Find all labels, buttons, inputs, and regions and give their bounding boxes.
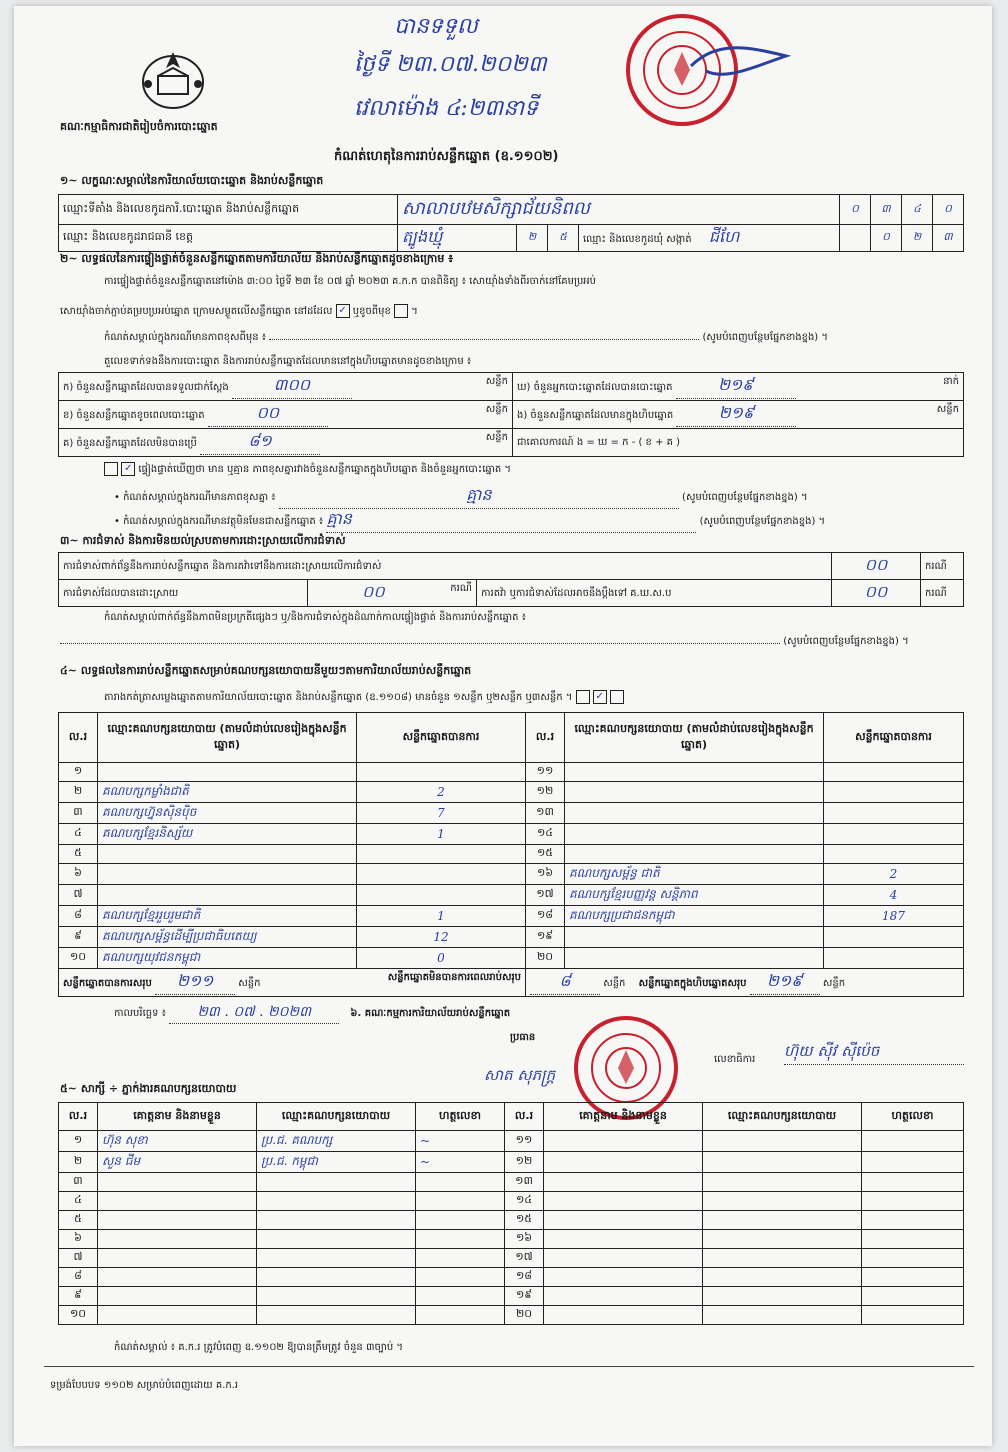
total-valid-unit: សន្លឹក bbox=[238, 978, 261, 989]
objection-resolved-label: ការជំទាស់ដែលបានដោះស្រាយ bbox=[59, 580, 308, 607]
table-row bbox=[59, 1173, 964, 1192]
witness-col-sign-2: ហត្ថលេខា bbox=[862, 1103, 964, 1131]
result-party: គណបក្សហ្វ៊ុនស៊ិនប៉ិច bbox=[98, 803, 357, 824]
province-value: ត្បូងឃ្មុំ bbox=[398, 225, 517, 252]
witness-party bbox=[257, 1306, 416, 1325]
section3-title: ៣~ ការជំទាស់ និងការមិនយល់ស្របតាមការដោះស្រាយលើការជំទាស់ bbox=[60, 534, 346, 547]
witness-party bbox=[703, 1230, 862, 1249]
result-party: គណបក្សខ្មែររួបរួមជាតិ bbox=[98, 906, 357, 927]
witness-name bbox=[544, 1211, 703, 1230]
bullet2-label: កំណត់សម្គាល់ក្នុងករណីមានវត្ថុមិនមែនជាសន្លឹកឆ្នោត ៖ bbox=[123, 516, 324, 527]
result-votes: 2 bbox=[824, 864, 964, 885]
figure-kha-value: ០០ bbox=[208, 402, 328, 427]
bullet2-suffix: (សូមបំពេញបន្ថែមផ្នែកខាងខ្នង) ។ bbox=[699, 516, 826, 527]
result-no: ៥ bbox=[59, 845, 98, 864]
result-party: គណបក្សយុវជនកម្ពុជា bbox=[98, 948, 357, 969]
witness-signature bbox=[862, 1192, 964, 1211]
result-no: ១៤ bbox=[526, 824, 565, 845]
table-row bbox=[59, 864, 964, 885]
total-invalid-value: ៨ bbox=[530, 970, 600, 995]
witness-name bbox=[544, 1173, 703, 1192]
bullet2-value: គ្មាន bbox=[326, 508, 696, 533]
result-no: ១០ bbox=[59, 948, 98, 969]
witness-signature bbox=[416, 1268, 505, 1287]
result-votes: 4 bbox=[824, 885, 964, 906]
witness-signature bbox=[862, 1152, 964, 1173]
witness-no: ១១ bbox=[505, 1131, 544, 1152]
section4-intro-text: តារាងកត់ត្រាសម្លេងឆ្នោតតាមការិយាល័យបោះឆ្នោត និងរាប់សន្លឹកឆ្នោត (ឧ.១១០៨) មានចំនួន ១សន្លឹក ឬ២សន្លឹក ឬ៣សន្លឹក ។ bbox=[104, 692, 573, 703]
result-no: ១៣ bbox=[526, 803, 565, 824]
result-no: ១៥ bbox=[526, 845, 565, 864]
receipt-title: បានទទួល bbox=[394, 14, 478, 39]
result-votes: 1 bbox=[357, 906, 526, 927]
result-votes bbox=[824, 927, 964, 948]
province-code-2: ៥ bbox=[548, 225, 579, 252]
witness-name bbox=[98, 1192, 257, 1211]
figure-kha-label: ខ) ចំនួនសន្លឹកឆ្នោតខូចពេលបោះឆ្នោត bbox=[63, 410, 205, 421]
witness-signature bbox=[416, 1230, 505, 1249]
witness-party bbox=[703, 1268, 862, 1287]
witness-col-party-2: ឈ្មោះគណបក្សនយោបាយ bbox=[703, 1103, 862, 1131]
witness-no: ១៥ bbox=[505, 1211, 544, 1230]
witness-name bbox=[544, 1268, 703, 1287]
section1-table bbox=[58, 194, 964, 252]
committee-label: ៦. គណៈកម្មការការិយាល័យរាប់សន្លឹកឆ្នោត bbox=[350, 1008, 511, 1019]
result-votes: 0 bbox=[357, 948, 526, 969]
witness-signature bbox=[416, 1287, 505, 1306]
diff-note-line bbox=[104, 330, 964, 345]
result-votes bbox=[824, 845, 964, 864]
province-code-1: ២ bbox=[517, 225, 548, 252]
result-party bbox=[565, 803, 824, 824]
result-no: ១៧ bbox=[526, 885, 565, 906]
witness-name: ហ៊ុន សុខា bbox=[98, 1131, 257, 1152]
result-party bbox=[565, 927, 824, 948]
witness-party bbox=[703, 1192, 862, 1211]
location-code-3: ៤ bbox=[902, 195, 933, 225]
figure-ka-unit: សន្លឹក bbox=[485, 376, 508, 387]
table-row bbox=[59, 1249, 964, 1268]
witness-party bbox=[257, 1268, 416, 1287]
no-diff-checkbox[interactable]: ✓ bbox=[121, 462, 135, 476]
figure-kho-value: ២១៩ bbox=[676, 374, 796, 399]
doc-title: កំណត់ហេតុនៃការរាប់សន្លឹកឆ្នោត (ឧ.១១០២) bbox=[334, 149, 559, 164]
result-no: ៧ bbox=[59, 885, 98, 906]
section4-title: ៤~ លទ្ធផលនៃការរាប់សន្លឹកឆ្នោតសម្រាប់គណបក្សនយោបាយនីមួយៗតាមការិយាល័យរាប់សន្លឹកឆ្នោត bbox=[60, 664, 472, 677]
result-party: គណបក្សខ្មែរបញ្ញវន្ត សន្តិភាព bbox=[565, 885, 824, 906]
table-row bbox=[59, 927, 964, 948]
result-party: គណបក្សកម្លាំងជាតិ bbox=[98, 782, 357, 803]
witness-party bbox=[257, 1192, 416, 1211]
figure-ko-label: គ) ចំនួនសន្លឹកឆ្នោតដែលមិនបានប្រើ bbox=[63, 438, 197, 449]
result-votes bbox=[357, 845, 526, 864]
figure-kho-label: ឃ) ចំនួនអ្នកបោះឆ្នោតដែលបានបោះឆ្នោត bbox=[517, 382, 673, 393]
total-box-value: ២១៩ bbox=[750, 970, 820, 995]
bullet1-label: កំណត់សម្គាល់ក្នុងករណីមានភាពខុសគ្នា ៖ bbox=[123, 492, 276, 503]
result-no: ១៩ bbox=[526, 927, 565, 948]
verify-para-2-text: សោយ៉ាំងចាក់ភ្ជាប់គម្របប្រអប់ឆ្នោត ក្រោមសម្ងួតលើសន្លឹកឆ្នោត នៅដដែល bbox=[60, 306, 333, 317]
witness-signature bbox=[862, 1211, 964, 1230]
witness-col-name-2: គោត្តនាម និងនាមខ្លួន bbox=[544, 1103, 703, 1131]
witness-no: ១២ bbox=[505, 1152, 544, 1173]
witness-name bbox=[98, 1287, 257, 1306]
table-row bbox=[59, 803, 964, 824]
bullet1-suffix: (សូមបំពេញបន្ថែមផ្នែកខាងខ្នង) ។ bbox=[682, 492, 808, 503]
signature-top bbox=[686, 36, 796, 90]
witness-name bbox=[98, 1268, 257, 1287]
witness-name bbox=[544, 1131, 703, 1152]
sheet3-checkbox[interactable] bbox=[610, 690, 624, 704]
results-table bbox=[58, 712, 964, 997]
witness-name bbox=[98, 1173, 257, 1192]
result-no: ១៦ bbox=[526, 864, 565, 885]
total-box-label: សន្លឹកឆ្នោតក្នុងហិបឆ្នោតសរុប bbox=[638, 978, 747, 989]
witness-no: ៨ bbox=[59, 1268, 98, 1287]
bullet2-line: • កំណត់សម្គាល់ក្នុងករណីមានវត្ថុមិនមែនជាសន្លឹកឆ្នោត ៖ គ្មាន (សូមបំពេញបន្ថែមផ្នែកខាងខ្នង) ។ bbox=[114, 508, 964, 533]
results-col-party-2: ឈ្មោះគណបក្សនយោបាយ (តាមលំដាប់លេខរៀងក្នុងសន្លឹកឆ្នោត) bbox=[565, 713, 824, 763]
commune-value: ជីហែ bbox=[708, 227, 740, 246]
objection-row1-value: ០០ bbox=[832, 553, 921, 580]
witness-signature bbox=[416, 1249, 505, 1268]
result-votes: 1 bbox=[357, 824, 526, 845]
witness-signature bbox=[862, 1306, 964, 1325]
witness-col-no-2: ល.រ bbox=[505, 1103, 544, 1131]
witness-name bbox=[544, 1152, 703, 1173]
diff-note-label: កំណត់សម្គាល់ក្នុងករណីមានភាពខុសពីមុន ៖ bbox=[104, 332, 267, 343]
result-party bbox=[98, 763, 357, 782]
witness-signature bbox=[862, 1249, 964, 1268]
witness-no: ៤ bbox=[59, 1192, 98, 1211]
result-no: ១ bbox=[59, 763, 98, 782]
figure-kho-unit: នាក់ bbox=[943, 376, 959, 387]
form-page bbox=[14, 6, 992, 1446]
org-name: គណៈកម្មាធិការជាតិរៀបចំការបោះឆ្នោត bbox=[60, 120, 218, 133]
witness-no: ១៨ bbox=[505, 1268, 544, 1287]
witness-no: ៩ bbox=[59, 1287, 98, 1306]
result-no: ៨ bbox=[59, 906, 98, 927]
figure-ka-value: ៣០០ bbox=[232, 374, 352, 399]
compare-line bbox=[104, 462, 974, 477]
section5-note: កំណត់សម្គាល់ ៖ គ.ក.រ ត្រូវបំពេញ ឧ.១១០២ ឱ្យបានត្រឹមត្រូវ ចំនួន ៣ច្បាប់ ។ bbox=[114, 1342, 403, 1353]
witness-no: ១ bbox=[59, 1131, 98, 1152]
witness-name bbox=[98, 1306, 257, 1325]
witness-signature: ~ bbox=[416, 1152, 505, 1173]
witness-party: ប្រ.ជ. គណបក្ស bbox=[257, 1131, 416, 1152]
witness-party bbox=[257, 1230, 416, 1249]
total-invalid-unit: សន្លឹក bbox=[603, 978, 626, 989]
results-col-no-2: ល.រ bbox=[526, 713, 565, 763]
result-no: ៦ bbox=[59, 864, 98, 885]
date-label: កាលបរិច្ឆេទ ៖ bbox=[114, 1008, 167, 1019]
figures-intro: តួលេខទាក់ទងនឹងការបោះឆ្នោត និងការរាប់សន្លឹកឆ្នោតដែលមាននៅក្នុងហិបឆ្នោតមានដូចខាងក្រោម ៖ bbox=[104, 356, 472, 367]
figure-kha-unit: សន្លឹក bbox=[485, 404, 508, 415]
result-votes bbox=[824, 824, 964, 845]
compare-text: ផ្ទៀងផ្ទាត់ឃើញថា មាន ឬគ្មាន ភាពខុសគ្នារវាងចំនួនសន្លឹកឆ្នោតក្នុងហិបឆ្នោត និងចំនួនអ្នកបោះឆ្នោត ។ bbox=[138, 464, 512, 475]
table-row bbox=[59, 1131, 964, 1152]
table-row bbox=[59, 1230, 964, 1249]
total-box-unit: សន្លឹក bbox=[822, 978, 846, 989]
result-no: ៩ bbox=[59, 927, 98, 948]
secretary-label: លេខាធិការ bbox=[714, 1054, 756, 1065]
table-row bbox=[59, 885, 964, 906]
table-row bbox=[59, 1306, 964, 1325]
witness-col-name: គោត្តនាម និងនាមខ្លួន bbox=[98, 1103, 257, 1131]
witness-no: ១៧ bbox=[505, 1249, 544, 1268]
verify-para-2: សោយ៉ាំងចាក់ភ្ជាប់គម្របប្រអប់ឆ្នោត ក្រោមសម្ងួតលើសន្លឹកឆ្នោត នៅដដែល ✓ ឬខូចពីមុខ ។ bbox=[60, 305, 418, 317]
result-party bbox=[565, 845, 824, 864]
results-col-no: ល.រ bbox=[59, 713, 98, 763]
has-diff-checkbox[interactable] bbox=[104, 462, 118, 476]
objection-resolved-unit: ករណី bbox=[450, 583, 472, 594]
witness-party bbox=[257, 1287, 416, 1306]
secretary-signature: ហ៊ុយ ស៊ីវ ស៊ីប៉េច bbox=[784, 1042, 964, 1065]
result-votes bbox=[824, 948, 964, 969]
result-party bbox=[565, 763, 824, 782]
figure-ko-unit: សន្លឹក bbox=[485, 432, 508, 443]
commune-code-1: ០ bbox=[871, 225, 902, 252]
figure-ng-label: ង) ចំនួនសន្លឹកឆ្នោតដែលមានក្នុងហិបឆ្នោត bbox=[517, 410, 674, 421]
bullet1-line: • កំណត់សម្គាល់ក្នុងករណីមានភាពខុសគ្នា ៖ គ្មាន (សូមបំពេញបន្ថែមផ្នែកខាងខ្នង) ។ bbox=[114, 484, 964, 509]
location-label: ឈ្មោះទីតាំង និងលេខកូដការិ.បោះឆ្នោត និងរាប់សន្លឹកឆ្នោត bbox=[59, 195, 398, 225]
result-party bbox=[98, 845, 357, 864]
result-no: ២០ bbox=[526, 948, 565, 969]
figure-ng-unit: សន្លឹក bbox=[936, 404, 959, 415]
result-party bbox=[565, 824, 824, 845]
section3-note-line bbox=[60, 634, 966, 649]
witness-signature bbox=[416, 1211, 505, 1230]
witness-no: ៧ bbox=[59, 1249, 98, 1268]
results-col-party: ឈ្មោះគណបក្សនយោបាយ (តាមលំដាប់លេខរៀងក្នុងសន្លឹកឆ្នោត) bbox=[98, 713, 357, 763]
date-line bbox=[114, 1002, 510, 1024]
witness-name bbox=[98, 1230, 257, 1249]
witness-party bbox=[257, 1211, 416, 1230]
result-party bbox=[98, 885, 357, 906]
witness-party bbox=[703, 1152, 862, 1173]
witness-no: ១០ bbox=[59, 1306, 98, 1325]
location-value: សាលាបឋមសិក្សាជ័យនិពល bbox=[398, 195, 840, 225]
witness-signature: ~ bbox=[416, 1131, 505, 1152]
witness-name bbox=[544, 1249, 703, 1268]
damaged-checkbox[interactable] bbox=[394, 304, 408, 318]
witness-name bbox=[544, 1306, 703, 1325]
result-no: ១៨ bbox=[526, 906, 565, 927]
result-votes bbox=[824, 763, 964, 782]
objection-appeal-label: ការតវ៉ា ឬការជំទាស់ដែលអាចនឹងប្ដឹងទៅ គ.ឃ.ស.ប bbox=[477, 580, 832, 607]
figure-ka-label: ក) ចំនួនសន្លឹកឆ្នោតដែលបានទទួលជាក់ស្តែង bbox=[63, 382, 229, 393]
objection-row1-label: ការជំទាស់ពាក់ព័ន្ធនឹងការរាប់សន្លឹកឆ្នោត និងការតវ៉ាទៅនឹងការដោះស្រាយលើការជំទាស់ bbox=[59, 553, 832, 580]
witness-party: ប្រ.ជ. កម្ពុជា bbox=[257, 1152, 416, 1173]
table-row bbox=[59, 763, 964, 782]
results-col-votes-2: សន្លឹកឆ្នោតបានការ bbox=[824, 713, 964, 763]
table-row bbox=[59, 1211, 964, 1230]
result-votes bbox=[824, 782, 964, 803]
result-party bbox=[565, 782, 824, 803]
result-party: គណបក្សសម្ព័ន្ធ ជាតិ bbox=[565, 864, 824, 885]
witness-name bbox=[544, 1192, 703, 1211]
table-row bbox=[59, 948, 964, 969]
chair-label: ប្រធាន bbox=[510, 1032, 536, 1043]
bullet1-value: គ្មាន bbox=[279, 484, 679, 509]
witness-party bbox=[703, 1173, 862, 1192]
receipt-time: វេលាម៉ោង ៤:២៣នាទី bbox=[354, 96, 539, 121]
witness-name bbox=[544, 1230, 703, 1249]
witness-signature bbox=[862, 1268, 964, 1287]
witness-signature bbox=[416, 1306, 505, 1325]
table-row bbox=[59, 1192, 964, 1211]
witness-party bbox=[703, 1131, 862, 1152]
table-row bbox=[59, 1152, 964, 1173]
table-row bbox=[59, 1287, 964, 1306]
date-value: ២៣ . ០៧ . ២០២៣ bbox=[169, 1002, 339, 1024]
objection-appeal-value: ០០ bbox=[832, 580, 921, 607]
result-no: ១២ bbox=[526, 782, 565, 803]
table-row bbox=[59, 845, 964, 864]
result-party bbox=[98, 864, 357, 885]
witness-no: ១៣ bbox=[505, 1173, 544, 1192]
result-votes: 187 bbox=[824, 906, 964, 927]
witness-name bbox=[544, 1287, 703, 1306]
witness-signature bbox=[416, 1192, 505, 1211]
witness-party bbox=[257, 1173, 416, 1192]
section3-note: កំណត់សម្គាល់ពាក់ព័ន្ធនឹងភាពមិនប្រក្រតីផ្សេងៗ ឬ/និងការជំទាស់ក្នុងដំណាក់កាលផ្ទៀងផ្ទាត់ និងការរាប់សន្លឹកឆ្នោត ៖ bbox=[104, 612, 527, 623]
witness-col-party: ឈ្មោះគណបក្សនយោបាយ bbox=[257, 1103, 416, 1131]
section1-title: ១~ លក្ខណៈសម្គាល់នៃការិយាល័យបោះឆ្នោត និងរាប់សន្លឹកឆ្នោត bbox=[60, 174, 324, 187]
result-no: ៣ bbox=[59, 803, 98, 824]
damaged-label: ឬខូចពីមុខ bbox=[352, 306, 391, 317]
witness-party bbox=[703, 1249, 862, 1268]
location-code-4: ០ bbox=[933, 195, 964, 225]
witness-signature bbox=[862, 1230, 964, 1249]
result-no: ១១ bbox=[526, 763, 565, 782]
result-votes bbox=[357, 763, 526, 782]
commune-code-3: ៣ bbox=[933, 225, 964, 252]
result-votes bbox=[357, 864, 526, 885]
result-votes: 12 bbox=[357, 927, 526, 948]
chair-signature: សាត សុភក្ត្រ bbox=[484, 1066, 556, 1084]
objections-table bbox=[58, 552, 964, 607]
total-valid-value: ២១១ bbox=[155, 970, 235, 995]
sheet2-checkbox[interactable]: ✓ bbox=[593, 690, 607, 704]
result-no: ៤ bbox=[59, 824, 98, 845]
sheet1-checkbox[interactable] bbox=[576, 690, 590, 704]
witness-name bbox=[98, 1211, 257, 1230]
witness-col-sign: ហត្ថលេខា bbox=[416, 1103, 505, 1131]
section3-note-suffix: (សូមបំពេញបន្ថែមផ្នែកខាងខ្នង) ។ bbox=[783, 636, 909, 647]
result-no: ២ bbox=[59, 782, 98, 803]
formula: ជាគោលការណ៍ ង = ឃ = ក - ( ខ + គ ) bbox=[517, 437, 681, 448]
result-party: គណបក្សសម្ព័ន្ធដើម្បីប្រជាធិបតេយ្យ bbox=[98, 927, 357, 948]
table-row bbox=[59, 1268, 964, 1287]
section5-title: ៥~ សាក្សី ÷ ភ្នាក់ងារគណបក្សនយោបាយ bbox=[60, 1082, 237, 1095]
result-votes: 7 bbox=[357, 803, 526, 824]
objection-appeal-unit: ករណី bbox=[921, 580, 964, 607]
total-invalid-label: សន្លឹកឆ្នោតមិនបានការពេលរាប់សរុប bbox=[387, 972, 521, 983]
province-label: ឈ្មោះ និងលេខកូដរាជធានី ខេត្ត bbox=[59, 225, 398, 252]
witness-signature bbox=[862, 1173, 964, 1192]
witness-no: ២០ bbox=[505, 1306, 544, 1325]
result-party bbox=[565, 948, 824, 969]
witness-party bbox=[257, 1249, 416, 1268]
witness-col-no: ល.រ bbox=[59, 1103, 98, 1131]
objection-resolved-value: ០០ bbox=[362, 582, 385, 601]
witness-no: ១៩ bbox=[505, 1287, 544, 1306]
total-valid-label: សន្លឹកឆ្នោតបានការសរុប bbox=[63, 978, 152, 989]
table-row bbox=[59, 824, 964, 845]
figure-ko-value: ៨១ bbox=[200, 430, 320, 455]
section4-intro bbox=[104, 690, 624, 705]
results-col-votes: សន្លឹកឆ្នោតបានការ bbox=[357, 713, 526, 763]
verify-para-1: ការផ្ទៀងផ្ទាត់ចំនួនសន្លឹកឆ្នោតនៅម៉ោង ៣:០០ ថ្ងៃទី ២៣ ខែ ០៧ ឆ្នាំ ២០២៣ គ.ក.ក បានពិនិត្យ ៖ សោយ៉ាំងទាំងពីរចាក់នៅគែមប្រអប់ bbox=[104, 276, 597, 287]
witness-signature bbox=[416, 1173, 505, 1192]
result-party: គណបក្សខ្មែរនិស្ស័យ bbox=[98, 824, 357, 845]
witness-no: ៦ bbox=[59, 1230, 98, 1249]
witness-no: ៥ bbox=[59, 1211, 98, 1230]
footer-text: ទម្រង់បែបបទ ១១០២ សម្រាប់បំពេញដោយ គ.ក.រ bbox=[50, 1380, 239, 1391]
diff-note-suffix: (សូមបំពេញបន្ថែមផ្នែកខាងខ្នង) ។ bbox=[702, 332, 828, 343]
result-votes: 2 bbox=[357, 782, 526, 803]
section2-title: ២~ លទ្ធផលនៃការផ្ទៀងផ្ទាត់ចំនួនសន្លឹកឆ្នោតតាមការិយាល័យ និងរាប់សន្លឹកឆ្នោតដូចខាងក្រោម ៖ bbox=[60, 252, 454, 265]
table-row bbox=[59, 782, 964, 803]
receipt-date: ថ្ងៃទី ២៣.០៧.២០២៣ bbox=[354, 52, 547, 77]
result-votes bbox=[824, 803, 964, 824]
result-votes bbox=[357, 885, 526, 906]
witness-no: ២ bbox=[59, 1152, 98, 1173]
intact-checkbox[interactable]: ✓ bbox=[336, 304, 350, 318]
witness-name: សួន ជីម bbox=[98, 1152, 257, 1173]
nec-logo bbox=[134, 44, 212, 114]
witness-no: ៣ bbox=[59, 1173, 98, 1192]
witness-name bbox=[98, 1249, 257, 1268]
result-party: គណបក្សប្រជាជនកម្ពុជា bbox=[565, 906, 824, 927]
figures-table bbox=[58, 372, 964, 457]
witness-signature bbox=[862, 1287, 964, 1306]
commune-code-2: ២ bbox=[902, 225, 933, 252]
witness-signature bbox=[862, 1131, 964, 1152]
witness-table bbox=[58, 1102, 964, 1325]
commune-label: ឈ្មោះ និងលេខកូដឃុំ សង្កាត់ bbox=[583, 234, 692, 245]
footer-divider bbox=[44, 1366, 974, 1367]
witness-party bbox=[703, 1287, 862, 1306]
location-code-2: ៣ bbox=[871, 195, 902, 225]
witness-no: ១៤ bbox=[505, 1192, 544, 1211]
figure-ng-value: ២១៩ bbox=[676, 402, 796, 427]
objection-row1-unit: ករណី bbox=[921, 553, 964, 580]
witness-no: ១៦ bbox=[505, 1230, 544, 1249]
witness-party bbox=[703, 1211, 862, 1230]
witness-party bbox=[703, 1306, 862, 1325]
location-code-1: ០ bbox=[840, 195, 871, 225]
table-row bbox=[59, 906, 964, 927]
